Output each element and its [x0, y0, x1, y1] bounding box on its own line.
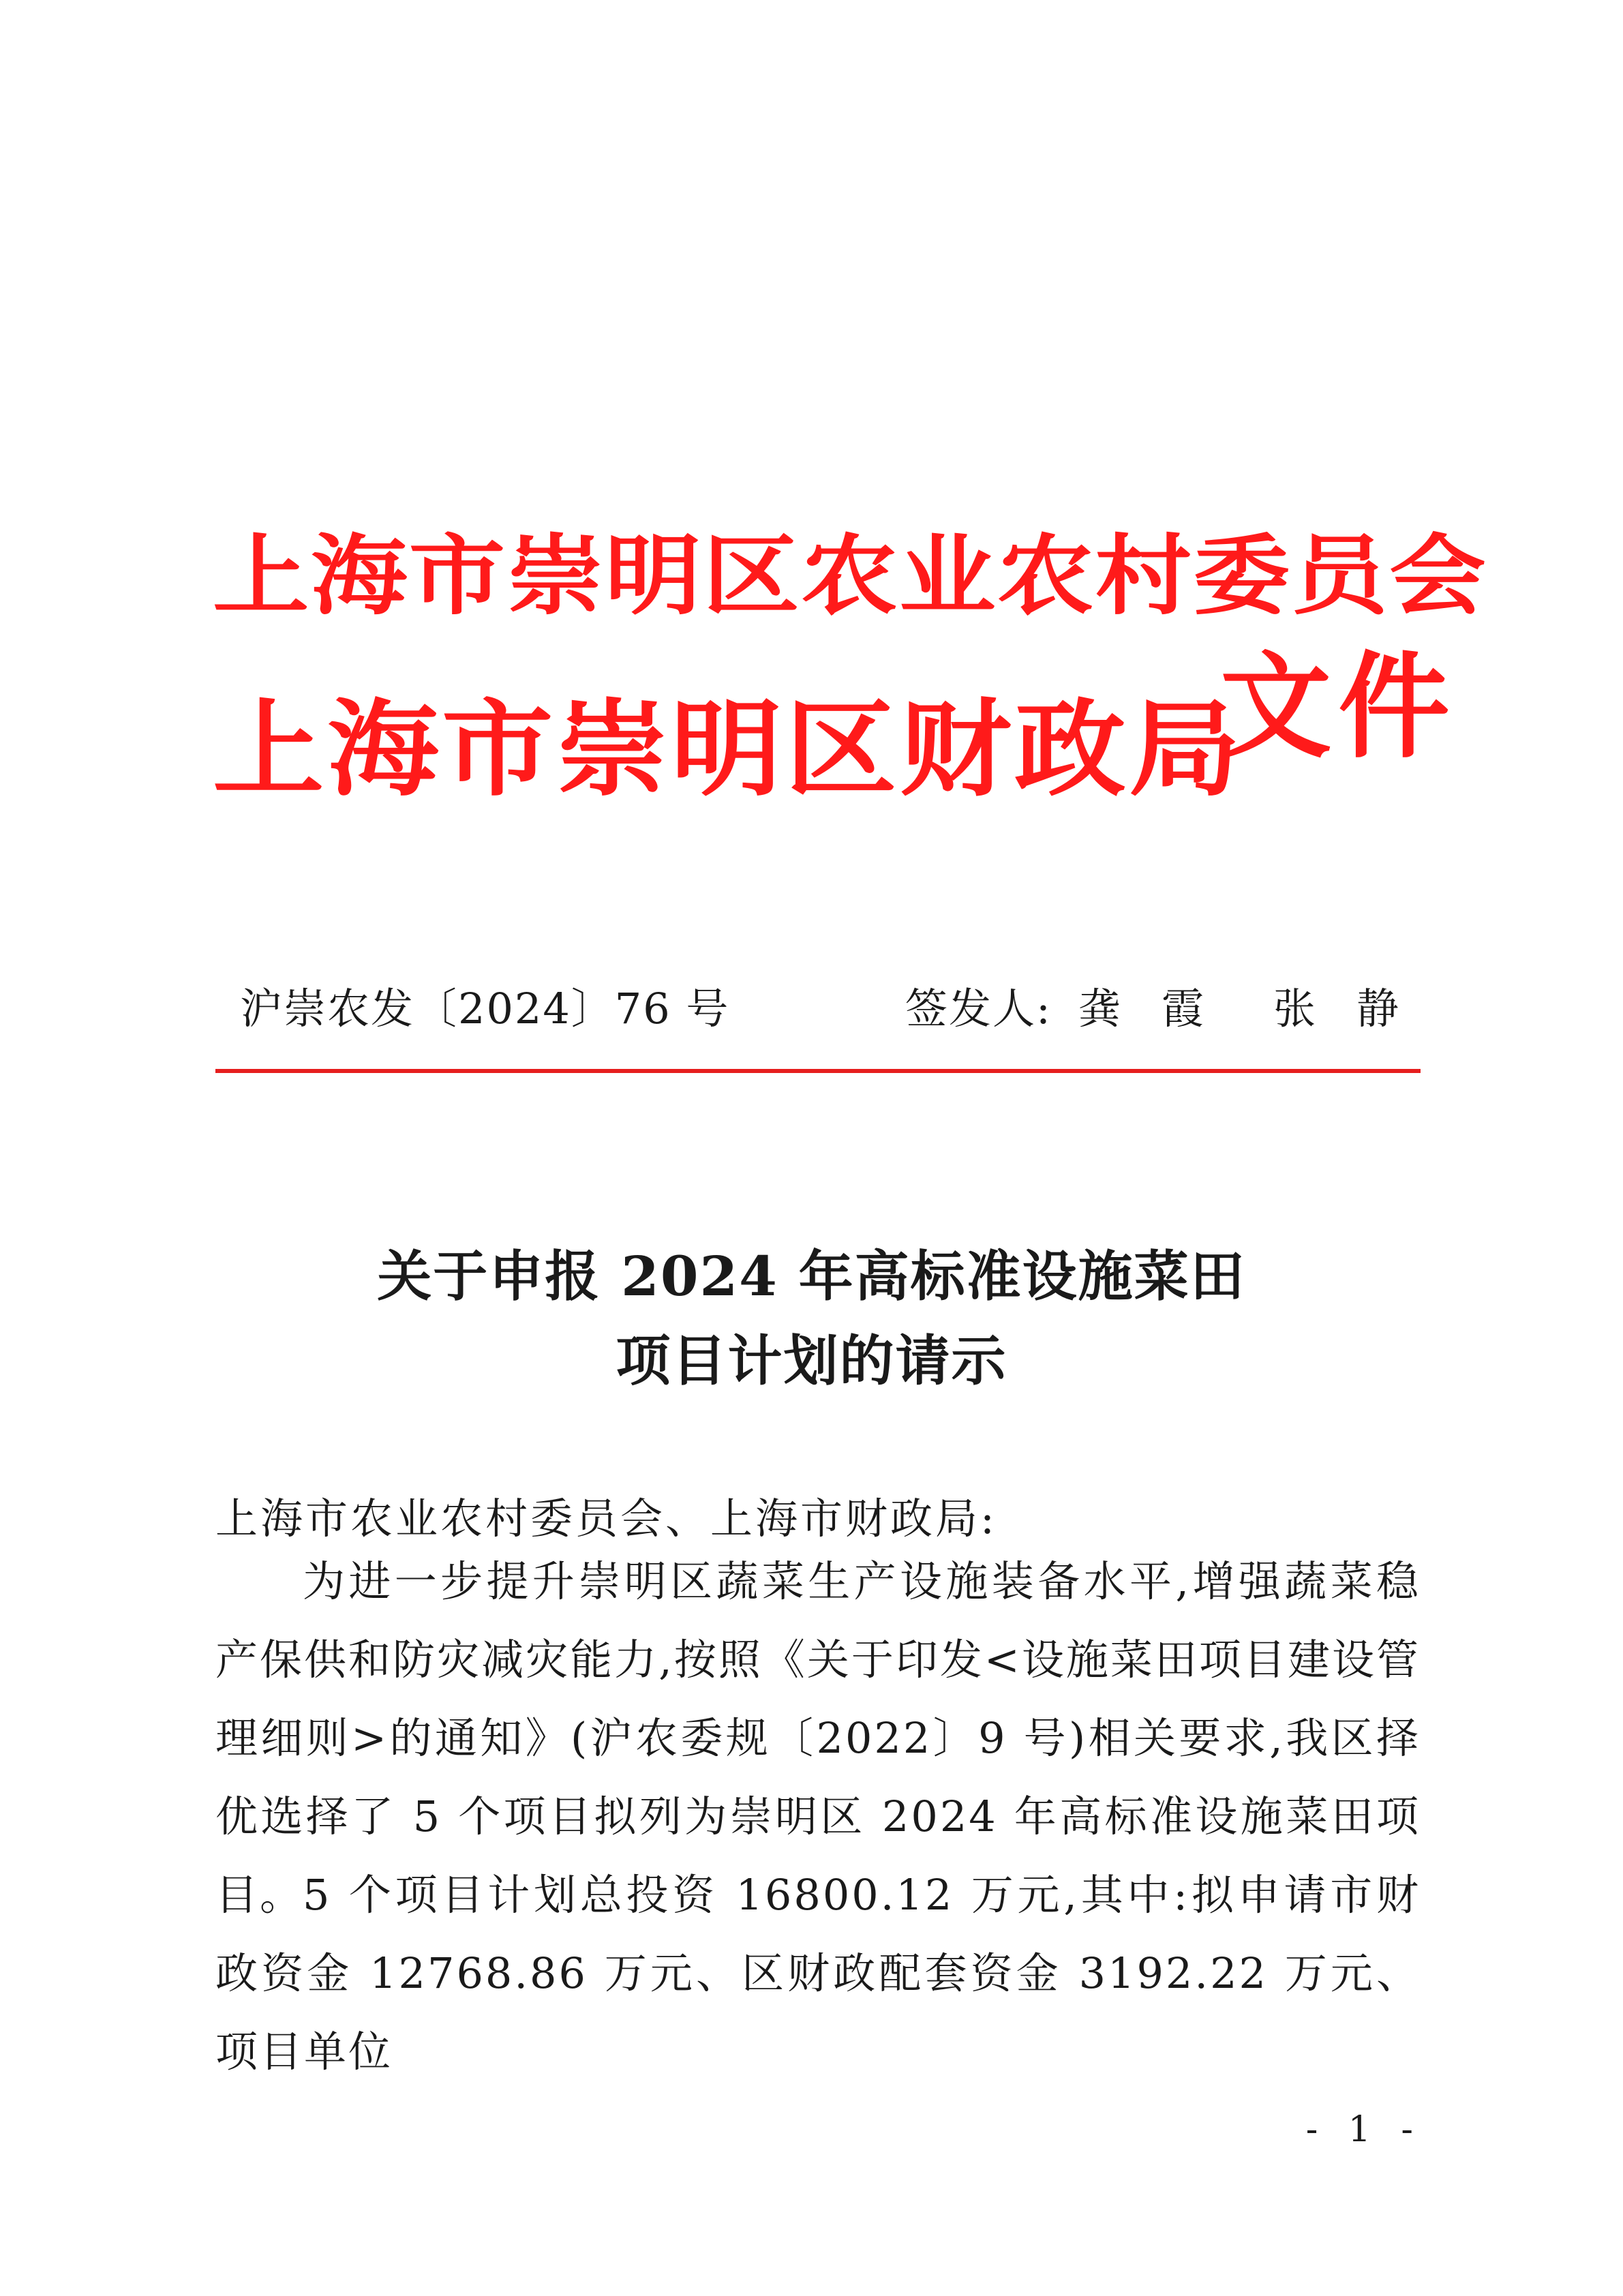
page-number: - 1 - — [1305, 2109, 1423, 2150]
document-type-label: 文件 — [1220, 639, 1457, 774]
signer-name: 张静 — [1273, 984, 1440, 1033]
body-paragraph: 5 个项目计划总投资 16800.12 万元,其中:拟申请市财政资金 12768.86 万元、区财政配套资金 3192.22 万元、项目单位 — [215, 1870, 1421, 2076]
body-paragraph: 为进一步提升崇明区蔬菜生产设施装备水平,增强蔬菜稳产保供和防灾减灾能力,按照《关于印发<设施菜田项目建设管理细则>的通知》(沪农委规〔2022〕9 号)相关要求,我区择优选择了 5 个项目拟列为崇明区 2024 年高标准设施菜田项目。 — [215, 1556, 1421, 1920]
document-number: 沪崇农发〔2024〕76 号 — [240, 984, 730, 1033]
document-title-line-1: 关于申报 2024 年高标准设施菜田 — [377, 1244, 1246, 1308]
red-separator-line — [215, 1069, 1421, 1073]
signer-label: 签发人: — [905, 984, 1052, 1033]
issuer-name-agriculture: 上海市崇明区农业农村委员会 — [213, 524, 1487, 627]
addressee: 上海市农业农村委员会、上海市财政局: — [215, 1494, 997, 1543]
issuer-name-finance: 上海市崇明区财政局 — [213, 688, 1243, 811]
signer-name: 龚霞 — [1078, 984, 1245, 1033]
document-title-line-2: 项目计划的请示 — [616, 1329, 1007, 1393]
